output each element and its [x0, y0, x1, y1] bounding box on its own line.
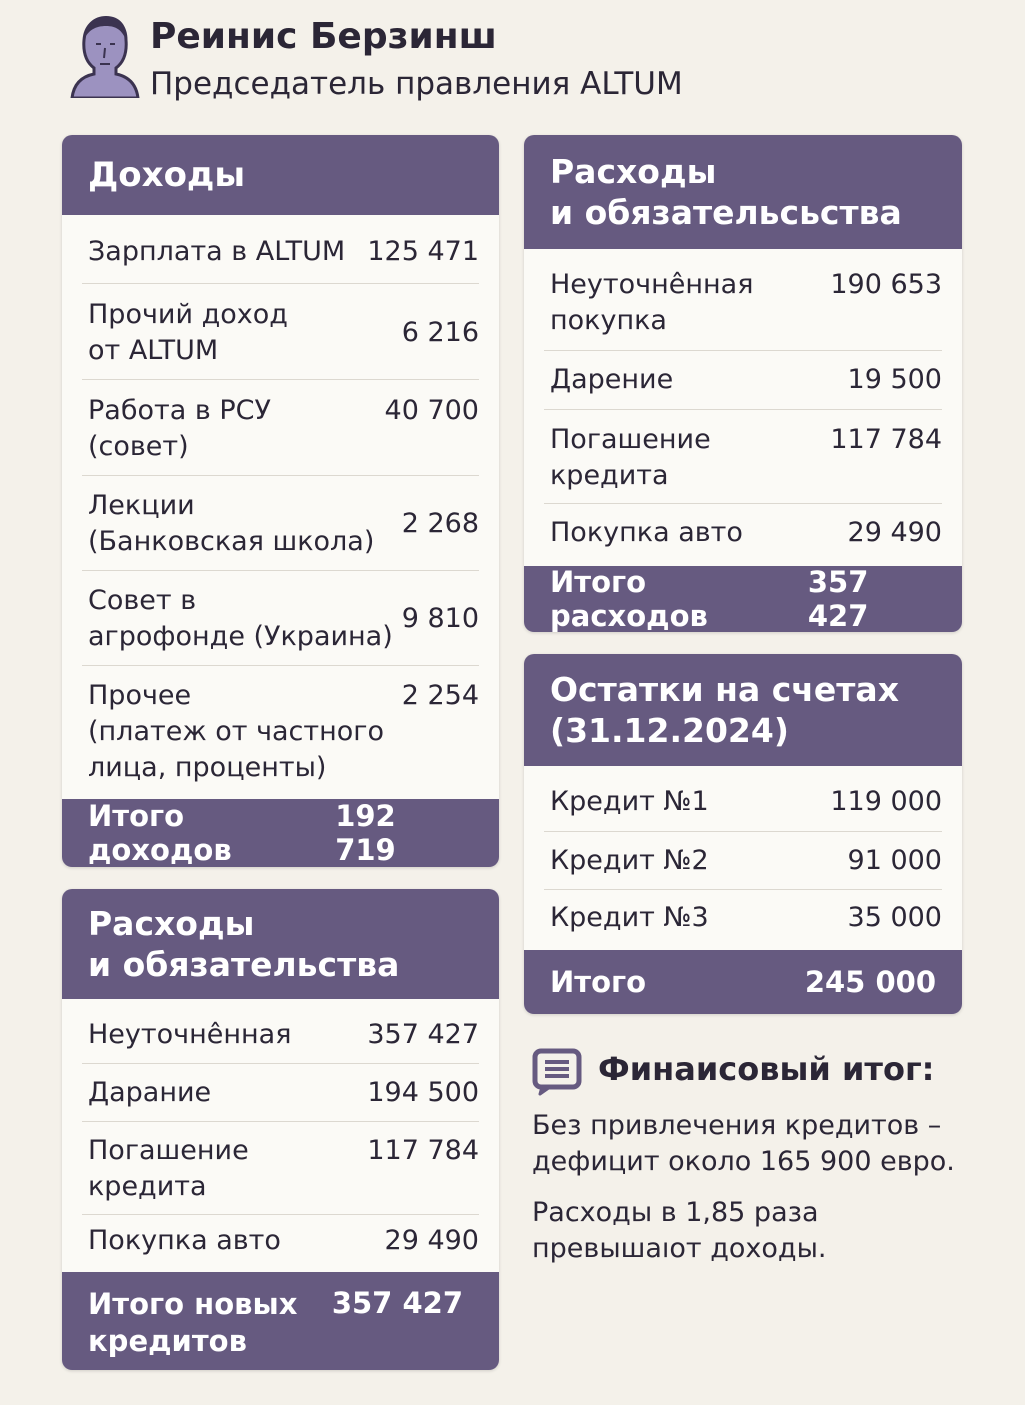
expenses-left-title: Расходы и обязательства — [62, 889, 499, 999]
expenses-left-card — [62, 889, 499, 1370]
person-name: Реинис Берзинш — [150, 16, 497, 57]
row-divider — [544, 350, 942, 351]
expenses-left-total — [62, 1272, 499, 1370]
balances-card — [524, 654, 962, 1014]
income-row — [88, 678, 479, 786]
balance-row — [550, 900, 942, 936]
expense-row-value: 190 653 — [830, 269, 942, 300]
balances-total — [524, 950, 962, 1014]
expense-row — [88, 1133, 479, 1205]
balance-row-value: 119 000 — [830, 786, 942, 817]
balance-row-label: Кредит №3 — [550, 902, 709, 933]
balance-row-value: 35 000 — [847, 902, 942, 933]
row-divider — [82, 379, 479, 380]
balance-row-value: 91 000 — [847, 845, 942, 876]
expense-row-label: Дарание — [88, 1077, 212, 1108]
expense-row-label: Неуточнêнная покупка — [550, 269, 754, 336]
row-divider — [82, 283, 479, 284]
expense-row — [550, 422, 942, 494]
expenses-right-card — [524, 135, 962, 632]
row-divider — [544, 831, 942, 832]
income-total — [62, 799, 499, 867]
row-divider — [82, 570, 479, 571]
income-total-label: Итого доходов — [88, 799, 232, 867]
expenses-right-total-value: 357 427 — [807, 565, 869, 632]
person-role: Председатель правления ALTUM — [150, 66, 683, 102]
income-row-label: Прочий доход от ALTUM — [88, 299, 288, 366]
income-card-title: Доходы — [62, 135, 499, 215]
income-row — [88, 583, 479, 655]
expense-row — [550, 362, 942, 398]
income-row — [88, 488, 479, 560]
expense-row-label: Покупка авто — [550, 517, 743, 548]
row-divider — [82, 1214, 479, 1215]
expense-row-value: 194 500 — [367, 1077, 479, 1108]
income-row-value: 2 254 — [401, 680, 479, 711]
income-row — [88, 393, 479, 465]
income-row-label: Прочее (платеж от частного лица, проценты) — [88, 680, 385, 783]
summary-title: Финаисовый итог: — [598, 1050, 935, 1088]
income-row-label: Лекции (Банковская школа) — [88, 490, 375, 557]
person-avatar-icon — [70, 14, 140, 98]
summary-paragraph-ratio: Расходы в 1,85 раза превышаıот доходы. — [532, 1197, 827, 1264]
expense-row-label: Дарение — [550, 364, 674, 395]
income-row-label: Работа в РСУ (совет) — [88, 395, 271, 462]
expense-row — [88, 1017, 479, 1053]
balance-row-label: Кредит №2 — [550, 845, 709, 876]
expense-row-value: 117 784 — [367, 1135, 479, 1166]
expense-row-label: Погашение кредита — [550, 424, 711, 491]
balances-total-label: Итого — [550, 965, 647, 999]
expense-row-label: Погашение кредита — [88, 1135, 249, 1202]
expenses-right-total — [524, 566, 962, 632]
header — [66, 12, 966, 107]
balance-row — [550, 843, 942, 879]
expenses-right-title: Расходы и обязательсьства — [524, 135, 962, 249]
row-divider — [544, 889, 942, 890]
income-row — [88, 234, 479, 270]
income-row-value: 125 471 — [367, 236, 479, 267]
expense-row — [550, 267, 942, 339]
expense-row-value: 357 427 — [367, 1019, 479, 1050]
row-divider — [82, 665, 479, 666]
expenses-left-total-value: 357 427 — [331, 1286, 463, 1320]
income-row-label: Совет в агрофонде (Украина) — [88, 585, 393, 652]
balances-total-value: 245 000 — [804, 965, 936, 999]
balance-row — [550, 784, 942, 820]
expense-row — [88, 1075, 479, 1111]
expense-row-value: 117 784 — [830, 424, 942, 455]
expense-row-value: 29 490 — [847, 517, 942, 548]
expense-row — [88, 1223, 479, 1259]
expense-row — [550, 515, 942, 551]
document-list-icon — [532, 1048, 582, 1096]
income-row-value: 9 810 — [401, 603, 479, 634]
balance-row-label: Кредит №1 — [550, 786, 709, 817]
expense-row-label: Покупка авто — [88, 1225, 281, 1256]
row-divider — [82, 1063, 479, 1064]
row-divider — [82, 475, 479, 476]
income-row-label: Зарплата в ALTUM — [88, 236, 346, 267]
income-row-value: 6 216 — [401, 317, 479, 348]
expense-row-label: Неуточнêнная — [88, 1019, 292, 1050]
balances-title: Остатки на счетах (31.12.2024) — [524, 654, 962, 766]
expenses-right-total-label: Итого расходов — [550, 565, 708, 632]
income-row-value: 2 268 — [401, 508, 479, 539]
expense-row-value: 29 490 — [384, 1225, 479, 1256]
row-divider — [82, 1121, 479, 1122]
income-card — [62, 135, 499, 867]
income-total-value: 192 719 — [335, 799, 396, 867]
summary-paragraph-deficit: Без привлечения кредитов – дефицит около 165 900 евро. — [532, 1110, 955, 1177]
row-divider — [544, 409, 942, 410]
expenses-left-total-label: Итого новых кредитов — [88, 1287, 298, 1358]
row-divider — [544, 503, 942, 504]
income-row-value: 40 700 — [384, 395, 479, 426]
income-row — [88, 297, 479, 369]
expense-row-value: 19 500 — [847, 364, 942, 395]
